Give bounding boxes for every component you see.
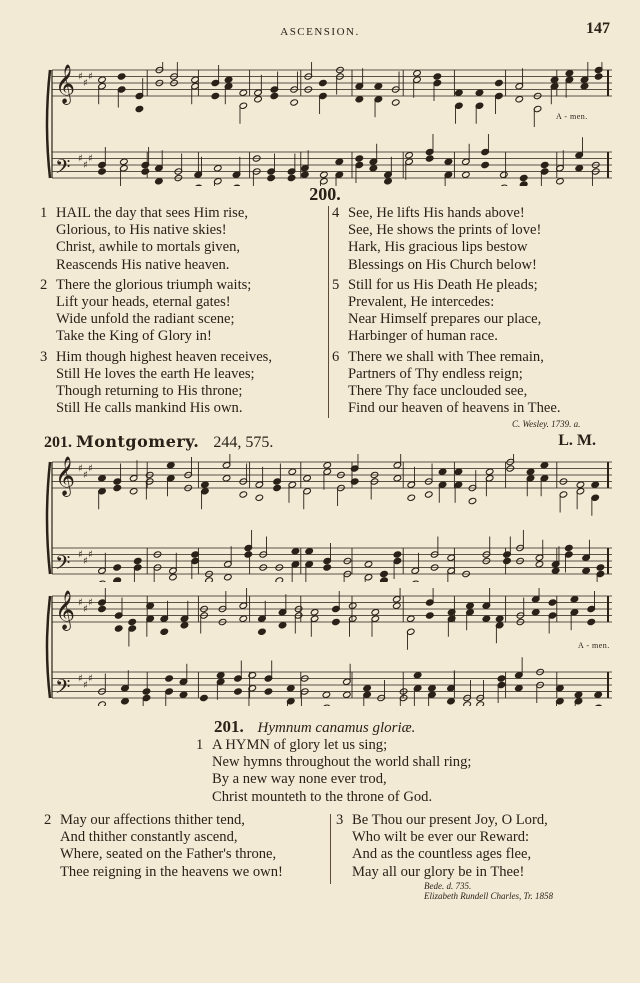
sharp-icon: ♯ <box>78 549 83 561</box>
treble-clef-icon: 𝄞 <box>55 456 76 496</box>
notehead <box>495 79 504 86</box>
notehead <box>258 628 267 635</box>
notehead <box>594 691 603 698</box>
verse-text: Christ mounteth to the throne of God. <box>212 788 433 805</box>
notehead <box>500 184 509 186</box>
system-brace <box>47 70 50 178</box>
verse-line <box>336 829 548 846</box>
verse-text: There we shall with Thee remain, <box>348 348 544 365</box>
notehead <box>515 685 524 692</box>
notehead <box>255 494 264 501</box>
notehead <box>239 491 248 498</box>
verse-text: Be Thou our present Joy, O Lord, <box>352 812 548 828</box>
tune-meter: L. M. <box>558 432 596 449</box>
tune-references: 244, 575. <box>213 434 274 451</box>
verse-number: 2 <box>44 812 52 828</box>
sharp-icon: ♯ <box>88 673 93 685</box>
notehead <box>322 691 331 698</box>
verse-text: There the glorious triumph waits; <box>56 276 252 293</box>
notehead <box>267 174 276 181</box>
notehead <box>211 92 220 99</box>
hymn-201-attribution-translator: Elizabeth Rundell Charles, Tr. 1858 <box>424 891 554 901</box>
sharp-icon: ♯ <box>83 160 88 171</box>
verse-text: Though returning to His throne; <box>56 383 243 400</box>
verse-line <box>336 846 548 863</box>
verse-line <box>332 277 561 294</box>
verse-line <box>44 846 283 863</box>
hymn-201-verse-1 <box>196 737 471 806</box>
verse-line <box>44 864 283 881</box>
notehead <box>222 475 231 482</box>
notehead <box>411 580 420 582</box>
notehead <box>497 675 506 682</box>
notehead <box>128 618 137 625</box>
verse-text: Still He calls mankind His own. <box>56 400 243 417</box>
notehead <box>320 171 329 178</box>
verse-text: By a new way none ever trod, <box>212 771 387 788</box>
notehead <box>591 481 600 488</box>
system-brace <box>47 596 50 698</box>
notehead <box>551 567 560 574</box>
notehead <box>355 155 364 162</box>
hymn-201-attribution-author: Bede. d. 735. <box>424 881 472 891</box>
verse-line <box>336 864 548 881</box>
verse-line <box>44 829 283 846</box>
notehead <box>575 165 584 172</box>
notehead <box>428 685 437 692</box>
notehead <box>224 574 233 581</box>
notehead <box>180 622 189 629</box>
notehead <box>485 468 494 475</box>
verse-text: Find our heaven of heavens in Thee. <box>348 400 561 417</box>
notehead <box>425 155 434 162</box>
notehead <box>433 73 442 80</box>
notehead <box>141 168 150 175</box>
hymn-200-right-column <box>332 205 561 417</box>
notehead <box>380 570 389 577</box>
notehead <box>278 622 287 629</box>
notehead <box>290 99 299 106</box>
notehead <box>129 488 138 495</box>
notehead <box>323 462 332 469</box>
hymn-201-number: 201. <box>214 717 244 736</box>
verse-number: 1 <box>196 737 204 753</box>
running-header: ASCENSION. <box>280 26 360 38</box>
notehead <box>291 548 300 555</box>
notehead <box>301 171 310 178</box>
verse-line <box>40 239 272 256</box>
notehead <box>270 92 279 99</box>
verse-line <box>332 400 561 417</box>
verse-text: New hymns throughout the world shall ring; <box>212 754 472 771</box>
verse-line <box>40 311 272 328</box>
notehead <box>576 481 585 488</box>
notehead <box>287 685 296 692</box>
verse-number: 3 <box>336 812 344 828</box>
verse-text: May our affections thither tend, <box>60 812 245 828</box>
verse-text: Lift your heads, eternal gates! <box>56 294 231 311</box>
hymn-200-number: 200. <box>309 184 341 204</box>
notehead <box>232 184 241 186</box>
notehead <box>120 158 129 165</box>
notehead <box>426 612 435 619</box>
notehead <box>319 79 328 86</box>
notehead <box>117 73 126 80</box>
verse-text: Glorious, to His native skies! <box>56 222 227 239</box>
verse-number: 1 <box>40 205 48 221</box>
notehead <box>323 564 332 571</box>
notehead <box>273 484 282 491</box>
notehead <box>169 574 178 581</box>
verse-text: A HYMN of glory let us sing; <box>212 737 388 753</box>
notehead <box>335 158 344 165</box>
music-score-middle-1 <box>44 454 616 582</box>
verse-line <box>332 383 561 400</box>
notehead <box>447 698 456 705</box>
verse-text: Harbinger of human race. <box>348 328 498 345</box>
verse-text: And thither constantly ascend, <box>60 829 238 846</box>
notehead <box>224 76 233 83</box>
notehead <box>355 96 364 103</box>
sharp-icon: ♯ <box>83 680 88 691</box>
verse-number: 2 <box>40 276 48 293</box>
notehead <box>287 174 296 181</box>
notehead <box>322 704 331 706</box>
notehead <box>391 99 400 106</box>
verse-line <box>196 789 471 806</box>
sharp-icon: ♯ <box>83 556 88 567</box>
verse-line <box>196 754 471 771</box>
amen-label-top: A - men. <box>556 112 588 121</box>
notehead <box>413 70 422 77</box>
verse-text: Blessings on His Church below! <box>348 256 537 273</box>
system-brace <box>47 462 50 574</box>
notehead <box>596 564 605 571</box>
hymn-200-attribution: C. Wesley. 1739. a. <box>512 419 581 429</box>
notehead <box>407 494 416 501</box>
notehead <box>466 602 475 609</box>
notehead <box>194 184 203 186</box>
notehead <box>239 615 248 622</box>
verse-text: Him though highest heaven receives, <box>56 348 273 365</box>
verse-text: See, He lifts His hands above! <box>348 205 525 221</box>
notehead <box>113 564 122 571</box>
notehead <box>548 599 557 606</box>
sharp-icon: ♯ <box>88 463 93 475</box>
notehead <box>135 105 144 112</box>
notehead <box>565 70 574 77</box>
hymn-201-title: Hymnum canamus gloriæ. <box>257 720 416 736</box>
verse-number: 4 <box>332 205 340 221</box>
notehead <box>481 161 490 168</box>
bass-clef-icon: 𝄢 <box>55 155 71 183</box>
music-score-top <box>44 62 616 186</box>
verse-line <box>40 222 272 239</box>
notehead <box>343 691 352 698</box>
verse-line <box>332 366 561 383</box>
verse-text: Who wilt be ever our Reward: <box>352 829 530 846</box>
verse-line <box>40 383 272 400</box>
notehead <box>369 165 378 172</box>
verse-line <box>332 349 561 366</box>
verse-text: See, He shows the prints of love! <box>348 222 542 239</box>
verse-text: Partners of Thy endless reign; <box>348 365 523 382</box>
score-system-middle-2 <box>44 588 616 706</box>
verse-line <box>40 328 272 345</box>
tune-name: Montgomery. <box>76 432 200 451</box>
verse-text: May all our glory be in Thee! <box>352 863 525 880</box>
notehead <box>424 491 433 498</box>
notehead <box>160 628 169 635</box>
verse-line <box>196 771 471 788</box>
column-divider-2 <box>330 814 331 884</box>
notehead <box>179 691 188 698</box>
bass-clef-icon: 𝄢 <box>55 675 71 703</box>
tune-heading <box>44 432 596 452</box>
notehead <box>167 462 176 469</box>
notehead <box>438 468 447 475</box>
notehead <box>305 548 314 555</box>
verse-line <box>332 222 561 239</box>
notehead <box>332 618 341 625</box>
notehead <box>393 475 402 482</box>
notehead <box>476 701 485 706</box>
treble-clef-icon: 𝄞 <box>55 590 76 630</box>
score-system-top <box>44 62 616 186</box>
sharp-icon: ♯ <box>88 549 93 561</box>
verse-line <box>40 400 272 417</box>
notehead <box>413 672 422 679</box>
notehead <box>444 158 453 165</box>
notehead <box>393 551 402 558</box>
notehead <box>133 557 142 564</box>
notehead <box>239 89 248 96</box>
notehead <box>142 688 151 695</box>
notehead <box>475 89 484 96</box>
hymn-201-left-column <box>44 812 283 881</box>
notehead <box>244 551 253 558</box>
notehead <box>531 609 540 616</box>
verse-line <box>40 205 272 222</box>
notehead <box>98 168 107 175</box>
verse-text: Reascends His native heaven. <box>56 256 230 273</box>
notehead <box>455 89 464 96</box>
notehead <box>364 561 373 568</box>
sharp-icon: ♯ <box>78 597 83 609</box>
notehead <box>384 178 393 185</box>
notehead <box>594 73 603 80</box>
notehead <box>405 152 414 159</box>
notehead <box>587 618 596 625</box>
notehead <box>462 171 471 178</box>
notehead <box>371 609 380 616</box>
verse-line <box>332 328 561 345</box>
verse-text: Still He loves the earth He leaves; <box>56 365 255 382</box>
verse-text: Thee reigning in the heavens we own! <box>60 863 283 880</box>
notehead <box>98 475 107 482</box>
notehead <box>503 557 512 564</box>
notehead <box>254 96 263 103</box>
notehead <box>500 171 509 178</box>
verse-text: Wide unfold the radiant scene; <box>56 311 235 328</box>
sharp-icon: ♯ <box>83 78 88 89</box>
score-system-middle-1 <box>44 454 616 582</box>
verse-text: And as the countless ages flee, <box>352 846 532 863</box>
notehead <box>288 468 297 475</box>
sharp-icon: ♯ <box>88 153 93 165</box>
verse-line <box>332 294 561 311</box>
sharp-icon: ♯ <box>78 463 83 475</box>
notehead <box>540 161 549 168</box>
music-score-middle-2 <box>44 588 616 706</box>
notehead <box>348 602 357 609</box>
notehead <box>200 694 209 701</box>
column-divider <box>328 206 329 418</box>
notehead <box>264 688 273 695</box>
notehead <box>556 178 565 185</box>
verse-text: Hark, His gracious lips bestow <box>348 239 528 256</box>
verse-text: Near Himself prepares our place, <box>348 311 542 328</box>
sharp-icon: ♯ <box>88 597 93 609</box>
notehead <box>570 596 579 603</box>
verse-line <box>40 257 272 274</box>
notehead <box>495 615 504 622</box>
notehead <box>363 685 372 692</box>
notehead <box>98 605 107 612</box>
notehead <box>565 544 574 551</box>
notehead <box>374 83 383 90</box>
verse-line <box>332 205 561 222</box>
verse-line <box>40 366 272 383</box>
notehead <box>406 615 415 622</box>
notehead <box>574 691 583 698</box>
notehead <box>234 688 243 695</box>
sharp-icon: ♯ <box>83 470 88 481</box>
notehead <box>454 468 463 475</box>
hymn-201-heading <box>214 717 415 737</box>
notehead <box>535 561 544 568</box>
notehead <box>214 165 223 172</box>
notehead <box>515 96 524 103</box>
verse-line <box>332 239 561 256</box>
verse-line <box>332 257 561 274</box>
sharp-icon: ♯ <box>78 153 83 165</box>
notehead <box>468 497 477 504</box>
verse-line <box>40 277 272 294</box>
verse-line <box>44 812 283 829</box>
verse-text: Where, seated on the Father's throne, <box>60 846 277 863</box>
notehead <box>580 83 589 90</box>
amen-label-middle: A - men. <box>578 641 610 650</box>
notehead <box>98 701 107 706</box>
notehead <box>550 76 559 83</box>
notehead <box>540 462 549 469</box>
sharp-icon: ♯ <box>83 604 88 615</box>
verse-text: Still for us His Death He pleads; <box>348 276 538 293</box>
notehead <box>482 615 491 622</box>
notehead <box>392 602 401 609</box>
verse-number: 6 <box>332 348 340 365</box>
bass-clef-icon: 𝄢 <box>55 551 71 579</box>
verse-number: 3 <box>40 348 48 365</box>
treble-clef-icon: 𝄞 <box>55 64 76 104</box>
notehead <box>201 481 210 488</box>
verse-text: There Thy face unclouded see, <box>348 383 528 400</box>
sharp-icon: ♯ <box>78 71 83 83</box>
verse-line <box>336 812 548 829</box>
hymn-200-left-column <box>40 205 272 417</box>
verse-line <box>332 311 561 328</box>
notehead <box>165 675 174 682</box>
verse-line <box>40 294 272 311</box>
notehead <box>519 174 528 181</box>
verse-line <box>40 349 272 366</box>
sharp-icon: ♯ <box>78 673 83 685</box>
notehead <box>155 178 164 185</box>
notehead <box>114 625 123 632</box>
notehead <box>582 567 591 574</box>
verse-text: Prevalent, He intercedes: <box>348 294 495 311</box>
verse-text: Christ, awhile to mortals given, <box>56 239 241 256</box>
tune-number: 201. <box>44 434 72 451</box>
page-number: 147 <box>586 20 610 37</box>
notehead <box>98 76 107 83</box>
notehead <box>526 468 535 475</box>
notehead <box>463 701 472 706</box>
notehead <box>310 609 319 616</box>
verse-number: 5 <box>332 276 340 293</box>
notehead <box>594 704 603 706</box>
verse-line <box>196 737 471 754</box>
notehead <box>98 580 107 582</box>
verse-text: Take the King of Glory in! <box>56 328 212 345</box>
notehead <box>113 484 122 491</box>
hymn-201-right-column <box>336 812 548 881</box>
notehead <box>121 698 130 705</box>
sharp-icon: ♯ <box>88 71 93 83</box>
verse-text: HAIL the day that sees Him rise, <box>56 205 248 221</box>
notehead <box>216 672 225 679</box>
notehead <box>303 475 312 482</box>
